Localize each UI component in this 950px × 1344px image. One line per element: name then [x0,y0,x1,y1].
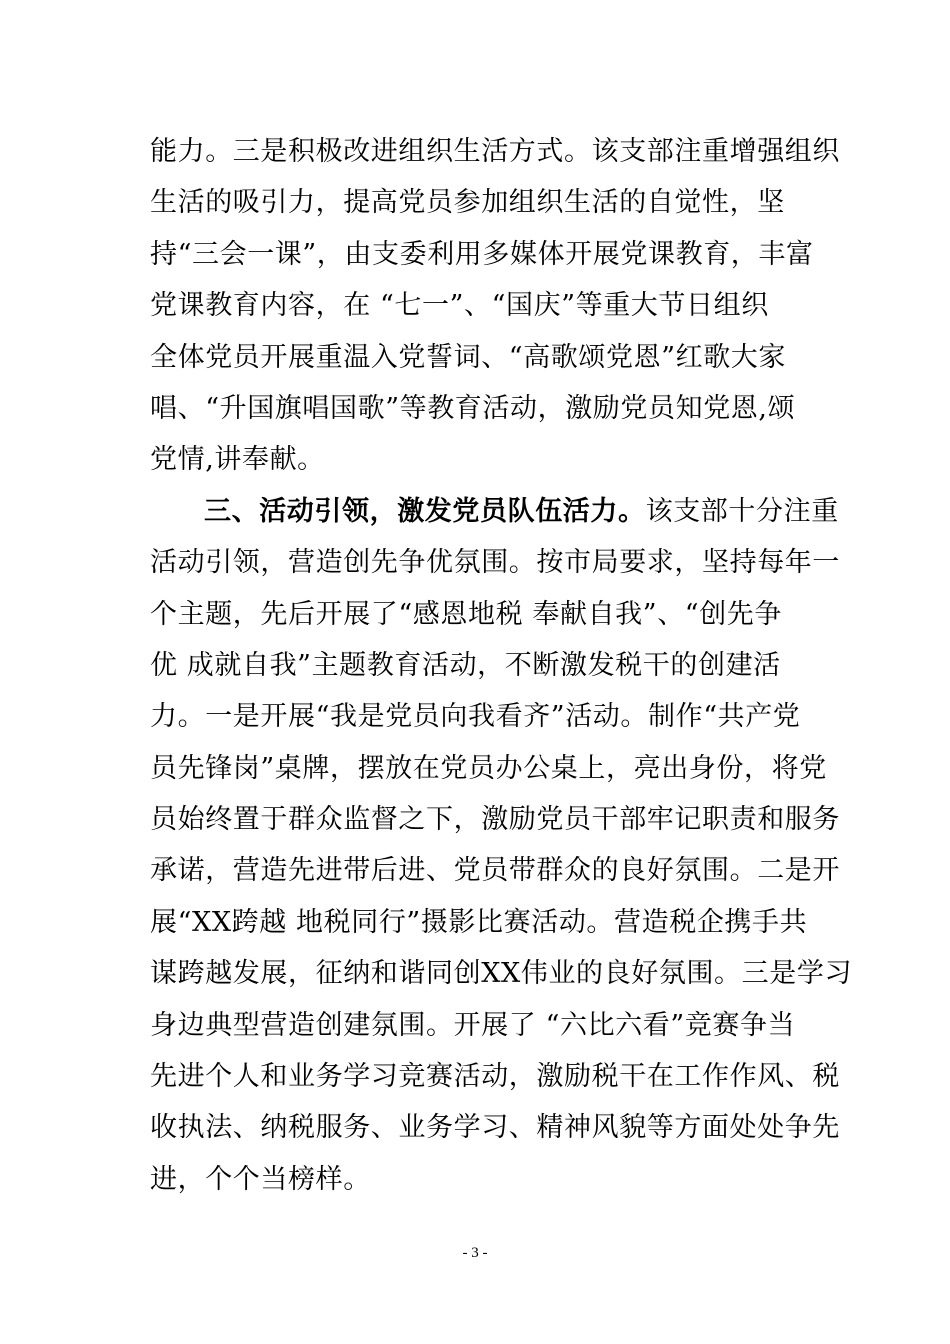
text-line: 优 成就自我”主题教育活动，不断激发税干的创建活 [150,649,781,681]
text-line: 展“XX跨越 地税同行”摄影比赛活动。营造税企携手共 [150,906,808,938]
text-span: 该支部十分注重 [645,495,839,527]
paragraph-first-line [150,486,839,537]
text-line: 党情,讲奉献。 [150,444,325,476]
text-line: 活动引领，营造创先争优氛围。按市局要求，坚持每年一 [150,547,840,579]
text-line: 生活的吸引力，提高党员参加组织生活的自觉性，坚 [150,187,785,219]
text-line: 全体党员开展重温入党誓词、“高歌颂党恩”红歌大家 [150,341,787,373]
text-line: 进，个个当榜样。 [150,1163,371,1195]
text-line: 员先锋岗”桌牌，摆放在党员办公桌上，亮出身份，将党 [150,752,827,784]
body-text [150,126,853,1205]
paragraph-organization-life [150,126,840,486]
text-line: 能力。三是积极改进组织生活方式。该支部注重增强组织 [150,136,840,167]
text-line: 力。一是开展“我是党员向我看齐”活动。制作“共产党 [150,701,801,733]
text-line: 身边典型营造创建氛围。开展了 “六比六看”竞赛争当 [150,1009,796,1041]
paragraph-activity-leadership [150,486,853,1205]
text-line: 先进个人和业务学习竞赛活动，激励税干在工作作风、税 [150,1061,840,1093]
text-line: 唱、“升国旗唱国歌”等教育活动，激励党员知党恩,颂 [150,392,796,424]
text-line: 收执法、纳税服务、业务学习、精神风貌等方面处处争先 [150,1112,840,1144]
section-heading: 三、活动引领，激发党员队伍活力。 [204,495,646,527]
text-line: 员始终置于群众监督之下，激励党员干部牢记职责和服务 [150,804,840,836]
text-line: 个主题，先后开展了“感恩地税 奉献自我”、“创先争 [150,598,782,630]
page-number: - 3 - [462,1245,488,1261]
text-line: 承诺，营造先进带后进、党员带群众的良好氛围。二是开 [150,855,840,887]
text-line: 持“三会一课”，由支委利用多媒体开展党课教育，丰富 [150,238,814,270]
text-line: 党课教育内容，在 “七一”、“国庆”等重大节日组织 [150,290,769,322]
text-line: 谋跨越发展，征纳和谐同创XX伟业的良好氛围。三是学习 [150,958,853,990]
